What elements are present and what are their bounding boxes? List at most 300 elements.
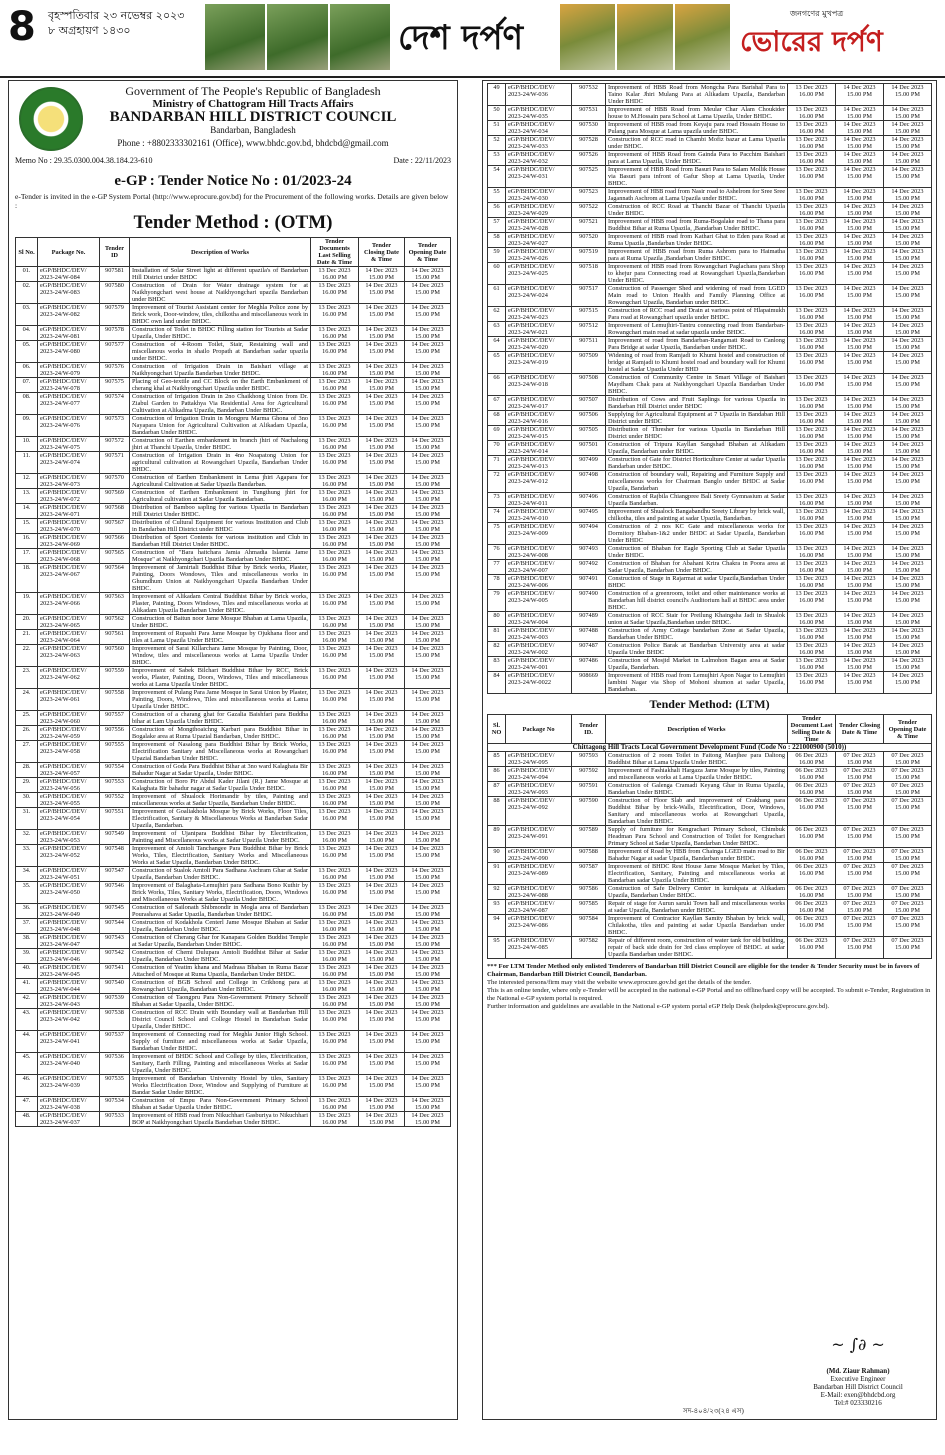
- cell-package: eGP/BHDC/DEV/ 2023-24/W-024: [506, 285, 572, 307]
- cell-opening: 14 Dec 2023 15.00 PM: [405, 778, 451, 793]
- cell-description: Improvement of Fashiakhali Hargaza Jame Mosque by tiles, Painting and miscellaneous works at Lama Upazila Under BHDC.: [606, 767, 788, 782]
- cell-tender-id: 907492: [572, 560, 606, 575]
- table-row: [16, 1075, 451, 1097]
- cell-package: eGP/BHDC/DEV/ 2023-24/W-079: [38, 363, 100, 378]
- cell-description: Construction of Sualok Amtoli Para Sadhana Aschram Ghar at Sadar Upazila, Bandarban Under BHDC.: [130, 867, 311, 882]
- cell-opening: 14 Dec 2023 15.00 PM: [405, 904, 451, 919]
- cell-tender-id: 907519: [572, 248, 606, 263]
- cell-package: eGP/BHDC/DEV/ 2023-24/W-012: [506, 471, 572, 493]
- cell-last-selling: 13 Dec 2023 16.00 PM: [311, 615, 359, 630]
- cell-opening: 14 Dec 2023 15.00 PM: [405, 393, 451, 415]
- cell-last-selling: 13 Dec 2023 16.00 PM: [788, 248, 836, 263]
- table-row: [488, 471, 932, 493]
- cell-package: eGP/BHDC/DEV/ 2023-24/W-072: [38, 489, 100, 504]
- cell-tender-id: 907580: [100, 282, 130, 304]
- cell-last-selling: 13 Dec 2023 16.00 PM: [311, 949, 359, 964]
- cell-sl: 14.: [16, 504, 38, 519]
- cell-last-selling: 13 Dec 2023 16.00 PM: [311, 474, 359, 489]
- cell-sl: 45.: [16, 1053, 38, 1075]
- cell-sl: 51: [488, 121, 506, 136]
- table-row: [488, 657, 932, 672]
- cell-opening: 07 Dec 2023 15.00 PM: [884, 848, 932, 863]
- cell-tender-id: 907571: [100, 452, 130, 474]
- cell-opening: 14 Dec 2023 15.00 PM: [405, 994, 451, 1009]
- signer-email: E-Mail: exen@bhdcbd.org: [820, 1391, 896, 1399]
- cell-description: Construction of Mongthoaichng Karbari para Buddhist Bihar in Bogalake area at Ruma Upazial Bandarban, Under BHDC.: [130, 726, 311, 741]
- cell-package: eGP/BHDC/DEV/ 2023-24/W-021: [506, 322, 572, 337]
- cell-tender-id: 907564: [100, 564, 130, 593]
- cell-package: eGP/BHDC/DEV/ 2023-24/W-029: [506, 203, 572, 218]
- cell-closing: 14 Dec 2023 15.00 PM: [836, 411, 884, 426]
- cell-package: eGP/BHDC/DEV/ 2023-24/W-027: [506, 233, 572, 248]
- cell-opening: 14 Dec 2023 15.00 PM: [884, 248, 932, 263]
- cell-package: eGP/BHDC/DEV/ 2023-24/W-006: [506, 575, 572, 590]
- col-sl: Sl No.: [16, 238, 38, 267]
- cell-closing: 14 Dec 2023 15.00 PM: [359, 474, 405, 489]
- cell-opening: 14 Dec 2023 15.00 PM: [884, 307, 932, 322]
- cell-description: Construction of a greenroom, toilet and other maintenance works at Bandarban hill district council's Auditorium hall at BHDC area under BHDC.: [606, 590, 788, 612]
- cell-description: Improvement of Ujanipara Buddhist Bihar by Electrification, Painting and Miscellaneous works at Sadar Upazila Under BHDC.: [130, 830, 311, 845]
- cell-package: eGP/BHDC/DEV/ 2023-24/W-054: [38, 808, 100, 830]
- cell-opening: 14 Dec 2023 15.00 PM: [405, 363, 451, 378]
- cell-package: eGP/BHDC/DEV/ 2023-24/W-001: [506, 657, 572, 672]
- cell-last-selling: 06 Dec 2023 16.00 PM: [788, 782, 836, 797]
- cell-description: Improvement of road from Bandarban-Rangamati Road to Canlong Para Bridge at sadar Upazila, Bandarban under BHDC.: [606, 337, 788, 352]
- cell-package: eGP/BHDC/DEV/ 2023-24/W-057: [38, 763, 100, 778]
- cell-sl: 48.: [16, 1112, 38, 1127]
- cell-description: Construction of Chemi Dulupara Amtoli Buddhist Bihar at Sadar Upazila, Bandarban Under BHDC.: [130, 949, 311, 964]
- cell-last-selling: 13 Dec 2023 16.00 PM: [311, 282, 359, 304]
- ltm-col-sl: Sl. NO: [488, 715, 506, 744]
- cell-closing: 14 Dec 2023 15.00 PM: [359, 393, 405, 415]
- table-row: [16, 549, 451, 564]
- cell-sl: 24.: [16, 689, 38, 711]
- cell-sl: 36.: [16, 904, 38, 919]
- cell-closing: 07 Dec 2023 15.00 PM: [836, 782, 884, 797]
- cell-tender-id: 907495: [572, 508, 606, 523]
- cell-last-selling: 13 Dec 2023 16.00 PM: [788, 508, 836, 523]
- cell-last-selling: 13 Dec 2023 16.00 PM: [311, 378, 359, 393]
- cell-tender-id: 907518: [572, 263, 606, 285]
- cell-sl: 30.: [16, 793, 38, 808]
- cell-description: Construction of Bhaban for Eagle Sporting Club at Sadar Upazila Under BHDC.: [606, 545, 788, 560]
- cell-package: eGP/BHDC/DEV/ 2023-24/W-074: [38, 452, 100, 474]
- cell-closing: 14 Dec 2023 15.00 PM: [836, 493, 884, 508]
- cell-last-selling: 13 Dec 2023 16.00 PM: [788, 322, 836, 337]
- cell-description: Improvement of Nasalong para Buddhist Bihar by Brick Works, Electrification Sanitary and Miscellaneous works at Rowangchari Upazial Bandarban Under BHDC.: [130, 741, 311, 763]
- cell-package: eGP/BHDC/DEV/ 2023-24/W-094: [506, 767, 572, 782]
- cell-closing: 14 Dec 2023 15.00 PM: [836, 545, 884, 560]
- cell-opening: 14 Dec 2023 15.00 PM: [884, 374, 932, 396]
- cell-tender-id: 907551: [100, 808, 130, 830]
- cell-opening: 14 Dec 2023 15.00 PM: [405, 504, 451, 519]
- cell-tender-id: 907515: [572, 307, 606, 322]
- cell-closing: 14 Dec 2023 15.00 PM: [836, 612, 884, 627]
- cell-package: eGP/BHDC/DEV/ 2023-24/W-070: [38, 519, 100, 534]
- cell-tender-id: 907547: [100, 867, 130, 882]
- cell-tender-id: 907496: [572, 493, 606, 508]
- cell-sl: 63: [488, 322, 506, 337]
- cell-tender-id: 907584: [572, 915, 606, 937]
- table-row: [16, 474, 451, 489]
- cell-opening: 07 Dec 2023 15.00 PM: [884, 826, 932, 848]
- cell-closing: 14 Dec 2023 15.00 PM: [836, 337, 884, 352]
- cell-sl: 42.: [16, 994, 38, 1009]
- cell-last-selling: 13 Dec 2023 16.00 PM: [311, 393, 359, 415]
- cell-tender-id: 907505: [572, 426, 606, 441]
- cell-closing: 14 Dec 2023 15.00 PM: [359, 830, 405, 845]
- cell-last-selling: 13 Dec 2023 16.00 PM: [311, 964, 359, 979]
- cell-sl: 54: [488, 166, 506, 188]
- cell-package: eGP/BHDC/DEV/ 2023-24/W-073: [38, 474, 100, 489]
- table-row: [16, 630, 451, 645]
- table-row: [488, 642, 932, 657]
- cell-description: Improvement of HBB Road from Gainda Para to Pacchim Baishari para at Lama Upazila, Under BHDC.: [606, 151, 788, 166]
- cell-last-selling: 06 Dec 2023 16.00 PM: [788, 900, 836, 915]
- cell-closing: 07 Dec 2023 15.00 PM: [836, 915, 884, 937]
- cell-package: eGP/BHDC/DEV/ 2023-24/W-033: [506, 136, 572, 151]
- cell-last-selling: 13 Dec 2023 16.00 PM: [311, 979, 359, 994]
- cell-description: Placing of Geo-textile and CC Block on the Earth Embankment of cherang khal at Naikhyongchari Upazila under BHDC.: [130, 378, 311, 393]
- cell-tender-id: 907498: [572, 471, 606, 493]
- cell-last-selling: 13 Dec 2023 16.00 PM: [311, 489, 359, 504]
- cell-description: Construction of Boro Pir Abdul Kader Jilani (R.) Jame Mosque at Kalaghata Bir bahadur nagar at Sadar Upazila Under BHDC.: [130, 778, 311, 793]
- cell-opening: 14 Dec 2023 15.00 PM: [884, 263, 932, 285]
- cell-package: eGP/BHDC/DEV/ 2023-24/W-026: [506, 248, 572, 263]
- memo-number: Memo No : 29.35.0300.004.38.184.23-610: [15, 156, 153, 165]
- signer-name: (Md. Ziaur Rahman): [826, 1367, 890, 1375]
- cell-last-selling: 13 Dec 2023 16.00 PM: [788, 657, 836, 672]
- cell-tender-id: 907555: [100, 741, 130, 763]
- cell-tender-id: 907573: [100, 415, 130, 437]
- cell-tender-id: 907565: [100, 549, 130, 564]
- cell-tender-id: 907574: [100, 393, 130, 415]
- cell-closing: 14 Dec 2023 15.00 PM: [359, 949, 405, 964]
- cell-tender-id: 907499: [572, 456, 606, 471]
- cell-sl: 69: [488, 426, 506, 441]
- cell-opening: 14 Dec 2023 15.00 PM: [405, 519, 451, 534]
- cell-last-selling: 06 Dec 2023 16.00 PM: [788, 752, 836, 767]
- cell-closing: 14 Dec 2023 15.00 PM: [359, 763, 405, 778]
- otm-right-body: [488, 84, 932, 694]
- cell-sl: 76: [488, 545, 506, 560]
- cell-tender-id: 907566: [100, 534, 130, 549]
- table-row: [488, 106, 932, 121]
- cell-last-selling: 06 Dec 2023 16.00 PM: [788, 797, 836, 826]
- table-row: [16, 304, 451, 326]
- cell-closing: 14 Dec 2023 15.00 PM: [359, 593, 405, 615]
- cell-package: eGP/BHDC/DEV/ 2023-24/W-055: [38, 793, 100, 808]
- cell-tender-id: 907545: [100, 904, 130, 919]
- cell-closing: 14 Dec 2023 15.00 PM: [836, 166, 884, 188]
- cell-closing: 14 Dec 2023 15.00 PM: [359, 667, 405, 689]
- cell-closing: 14 Dec 2023 15.00 PM: [836, 471, 884, 493]
- table-row: [488, 493, 932, 508]
- cell-tender-id: 907487: [572, 642, 606, 657]
- cell-package: eGP/BHDC/DEV/ 2023-24/W-061: [38, 689, 100, 711]
- table-row: [488, 672, 932, 694]
- cell-opening: 14 Dec 2023 15.00 PM: [884, 642, 932, 657]
- table-row: [16, 808, 451, 830]
- cell-sl: 39.: [16, 949, 38, 964]
- cell-opening: 14 Dec 2023 15.00 PM: [405, 282, 451, 304]
- cell-tender-id: 907506: [572, 411, 606, 426]
- table-row: [16, 519, 451, 534]
- cell-tender-id: 907522: [572, 203, 606, 218]
- cell-sl: 20.: [16, 615, 38, 630]
- cell-package: eGP/BHDC/DEV/ 2023-24/W-038: [38, 1097, 100, 1112]
- cell-opening: 14 Dec 2023 15.00 PM: [405, 808, 451, 830]
- cell-closing: 14 Dec 2023 15.00 PM: [359, 882, 405, 904]
- method-otm-heading: Tender Method : (OTM): [133, 212, 333, 233]
- cell-closing: 14 Dec 2023 15.00 PM: [836, 657, 884, 672]
- cell-closing: 07 Dec 2023 15.00 PM: [836, 797, 884, 826]
- table-row: [488, 456, 932, 471]
- col-package: Package No.: [38, 238, 100, 267]
- table-row: [16, 504, 451, 519]
- cell-description: Improvement of Lemujhiri-Tantru connecting road from Bandarban-Rowangchari main road at sadar upazila under BHDC.: [606, 322, 788, 337]
- cell-last-selling: 13 Dec 2023 16.00 PM: [788, 263, 836, 285]
- cell-last-selling: 13 Dec 2023 16.00 PM: [311, 994, 359, 1009]
- cell-package: eGP/BHDC/DEV/ 2023-24/W-060: [38, 711, 100, 726]
- table-row: [16, 667, 451, 689]
- cell-description: Improvement of Pulang Para Jame Mosque in Sarai Union by Plaster, Painting, Doors, Windows, Tiles and miscellaneous works at Lama Upazila Under BHDC.: [130, 689, 311, 711]
- cell-opening: 14 Dec 2023 15.00 PM: [884, 285, 932, 307]
- cell-sl: 85: [488, 752, 506, 767]
- cell-package: eGP/BHDC/DEV/ 2023-24/W-095: [506, 752, 572, 767]
- note-1: *** For LTM Tender Method only enlisted Tenderers of Bandarban Hill District Council are eligible for the tender & Tender Security must be in favors of Chairman, Bandarban Hill District Council, Bandarban.: [487, 963, 920, 978]
- cell-opening: 14 Dec 2023 15.00 PM: [884, 545, 932, 560]
- cell-closing: 14 Dec 2023 15.00 PM: [359, 1097, 405, 1112]
- cell-description: Improvement of Goaliakhola Mosque by Brick Works, Floor Tiles, Electrification, Sanitary & Miscellaneous Works at Bandarban Sadar Upazila, Bandarban.: [130, 808, 311, 830]
- table-row: [16, 1031, 451, 1053]
- table-row: [16, 964, 451, 979]
- date-line-2: ৮ অগ্রহায়ণ ১৪৩০: [48, 24, 131, 37]
- cell-description: Improvement of Rupashi Para Jame Mosque by Ojukhana floor and tiles at Lama Upazila Under BHDC.: [130, 630, 311, 645]
- cell-tender-id: 907553: [100, 778, 130, 793]
- cell-package: eGP/BHDC/DEV/ 2023-24/W-031: [506, 166, 572, 188]
- cell-tender-id: 907588: [572, 848, 606, 863]
- fund-label: Chittagong Hill Tracts Local Government Development Fund (Code No : 221000900 (5010)): [488, 744, 932, 752]
- note-3: This is an online tender, where only e-Tender will be accepted in the national e-GP Portal and no offline/hard copy will be accepted. To submit e-Tender, Registration in the National e-GP system portal is required.: [487, 987, 931, 1002]
- cell-last-selling: 06 Dec 2023 16.00 PM: [788, 826, 836, 848]
- cell-description: Improvement of Amtoli Tanchangee Para Buddhist Bihar by Brick Works, Tiles, Electrification, Sanitary Works and Miscellaneous Works at Sadar Upazila, Bandarban Under BHDC.: [130, 845, 311, 867]
- cell-sl: 34.: [16, 867, 38, 882]
- cell-package: eGP/BHDC/DEV/ 2023-24/W-002: [506, 642, 572, 657]
- cell-description: Construction of Army Cottage bandarban Zone at Sadar Upazila, Bandarban Under BHDC.: [606, 627, 788, 642]
- cell-description: Construction of Irrigation Drain in 4no Noapatong Union for agricultural cultivation at Rowangchari Upazila, Bandarban Under BHDC.: [130, 452, 311, 474]
- table-row: [16, 711, 451, 726]
- cell-sl: 95: [488, 937, 506, 959]
- cell-closing: 14 Dec 2023 15.00 PM: [359, 778, 405, 793]
- council-name: BANDARBAN HILL DISTRICT COUNCIL: [109, 109, 397, 125]
- cell-sl: 01.: [16, 267, 38, 282]
- table-row: [488, 782, 932, 797]
- cell-closing: 14 Dec 2023 15.00 PM: [836, 441, 884, 456]
- cell-description: Construction of Mosjid Market in Lalmohon Bagan area at Sadar Upazila, Bandarban.: [606, 657, 788, 672]
- cell-last-selling: 13 Dec 2023 16.00 PM: [311, 778, 359, 793]
- cell-closing: 14 Dec 2023 15.00 PM: [836, 456, 884, 471]
- table-row: [16, 437, 451, 452]
- cell-opening: 14 Dec 2023 15.00 PM: [884, 523, 932, 545]
- cell-package: eGP/BHDC/DEV/ 2023-24/W-091: [506, 826, 572, 848]
- cell-tender-id: 907582: [572, 937, 606, 959]
- cell-sl: 28.: [16, 763, 38, 778]
- table-row: [488, 307, 932, 322]
- table-row: [488, 322, 932, 337]
- cell-description: Construction of Toilet in BHDC Filling station for Tourists at Sadar Upazila, Under BHDC.: [130, 326, 311, 341]
- cell-opening: 14 Dec 2023 15.00 PM: [405, 882, 451, 904]
- table-row: [16, 882, 451, 904]
- cell-sl: 71: [488, 456, 506, 471]
- cell-description: Construction of Community Centre in Smart Village of Baishari Maydham Chak para at Naikhyongchari Upazila Bandarban Under BHDC.: [606, 374, 788, 396]
- cell-opening: 14 Dec 2023 15.00 PM: [405, 711, 451, 726]
- cell-tender-id: 908669: [572, 672, 606, 694]
- cell-last-selling: 13 Dec 2023 16.00 PM: [788, 441, 836, 456]
- cell-description: Supply of furniture for Kengrachari Primary School, Chimbuk Headman Para School and Construction of Toilet for Kengrachari Primary School at Sadar Upazila, Bandarban Under BHDC.: [606, 826, 788, 848]
- cell-opening: 14 Dec 2023 15.00 PM: [884, 151, 932, 166]
- table-row: [16, 282, 451, 304]
- cell-tender-id: 907576: [100, 363, 130, 378]
- cell-opening: 14 Dec 2023 15.00 PM: [405, 726, 451, 741]
- cell-closing: 07 Dec 2023 15.00 PM: [836, 848, 884, 863]
- cell-sl: 35.: [16, 882, 38, 904]
- cell-description: Construction of Floor Slab and improvement of Crakhang para Buddhist Bihar by brick-Walls, Electrification, Door, Windows, Sanitary and miscellaneous works at Rowangchari Upazila, Bandarban Under BHDC.: [606, 797, 788, 826]
- cell-sl: 59: [488, 248, 506, 263]
- table-row: [488, 136, 932, 151]
- cell-opening: 14 Dec 2023 15.00 PM: [884, 672, 932, 694]
- table-row: [488, 248, 932, 263]
- cell-opening: 14 Dec 2023 15.00 PM: [405, 267, 451, 282]
- cell-tender-id: 907523: [572, 188, 606, 203]
- cell-description: Construction of RCC Road at Thanchi Bazar of Thanchi Upazila Under BHDC.: [606, 203, 788, 218]
- cell-tender-id: 907548: [100, 845, 130, 867]
- cell-last-selling: 13 Dec 2023 16.00 PM: [311, 711, 359, 726]
- cell-opening: 07 Dec 2023 15.00 PM: [884, 863, 932, 885]
- cell-description: Construction of Taongpru Para Non-Government Primery Schoolf Bhaban at Sadar Upazila, Under BHDC.: [130, 994, 311, 1009]
- cell-opening: 14 Dec 2023 15.00 PM: [884, 203, 932, 218]
- cell-sl: 27.: [16, 741, 38, 763]
- cell-closing: 14 Dec 2023 15.00 PM: [359, 452, 405, 474]
- cell-last-selling: 13 Dec 2023 16.00 PM: [311, 341, 359, 363]
- cell-opening: 14 Dec 2023 15.00 PM: [884, 627, 932, 642]
- cell-closing: 14 Dec 2023 15.00 PM: [359, 793, 405, 808]
- cell-sl: 60: [488, 263, 506, 285]
- cell-description: Improvement of Bandarban University Hostel by tiles, Sanitary Works Electrification Door, Window and Supplying of Furniture at Bandar Sadar Under BHDC.: [130, 1075, 311, 1097]
- cell-package: eGP/BHDC/DEV/ 2023-24/W-045: [38, 964, 100, 979]
- table-row: [488, 121, 932, 136]
- cell-package: eGP/BHDC/DEV/ 2023-24/W-078: [38, 378, 100, 393]
- table-row: [488, 575, 932, 590]
- cell-last-selling: 13 Dec 2023 16.00 PM: [788, 456, 836, 471]
- cell-description: Improvement of Tourist Assistant center for Meghla Police zone by Brick work, Door-window, tiles, chilkotha and miscellaneous work in BHDC own land under BHDC.: [130, 304, 311, 326]
- cell-opening: 14 Dec 2023 15.00 PM: [405, 1053, 451, 1075]
- cell-sl: 08.: [16, 393, 38, 415]
- cell-tender-id: 907526: [572, 151, 606, 166]
- cell-package: eGP/BHDC/DEV/ 2023-24/W-050: [38, 882, 100, 904]
- cell-closing: 14 Dec 2023 15.00 PM: [359, 726, 405, 741]
- cell-last-selling: 13 Dec 2023 16.00 PM: [311, 504, 359, 519]
- table-row: [488, 560, 932, 575]
- cell-package: eGP/BHDC/DEV/ 2023-24/W-093: [506, 782, 572, 797]
- cell-last-selling: 13 Dec 2023 16.00 PM: [788, 627, 836, 642]
- ltm-table: [487, 714, 932, 959]
- cell-package: eGP/BHDC/DEV/ 2023-24/W-084: [38, 267, 100, 282]
- cell-tender-id: 907591: [572, 782, 606, 797]
- cell-package: eGP/BHDC/DEV/ 2023-24/W-018: [506, 374, 572, 396]
- cell-package: eGP/BHDC/DEV/ 2023-24/W-044: [38, 979, 100, 994]
- cell-sl: 09.: [16, 415, 38, 437]
- cell-description: Improvement of BHDC School and College by tiles, Electrification, Sanitary, Earth Filling, Painting and miscellaneous Works at Sadar Upazila, Under BHDC.: [130, 1053, 311, 1075]
- cell-sl: 04.: [16, 326, 38, 341]
- cell-last-selling: 13 Dec 2023 16.00 PM: [788, 106, 836, 121]
- cell-tender-id: 907535: [100, 1075, 130, 1097]
- cell-last-selling: 13 Dec 2023 16.00 PM: [311, 763, 359, 778]
- cell-closing: 14 Dec 2023 15.00 PM: [836, 590, 884, 612]
- cell-opening: 14 Dec 2023 15.00 PM: [884, 396, 932, 411]
- cell-tender-id: 907531: [572, 106, 606, 121]
- cell-last-selling: 13 Dec 2023 16.00 PM: [788, 151, 836, 166]
- cell-tender-id: 907493: [572, 545, 606, 560]
- cell-description: Construction of BGB School and College in Crikhong para at Rowangchari Upazila, Bandarban Under BHDC.: [130, 979, 311, 994]
- cell-closing: 14 Dec 2023 15.00 PM: [359, 867, 405, 882]
- cell-tender-id: 907534: [100, 1097, 130, 1112]
- cell-tender-id: 907539: [100, 994, 130, 1009]
- cell-tender-id: 907570: [100, 474, 130, 489]
- cell-sl: 83: [488, 657, 506, 672]
- cell-last-selling: 13 Dec 2023 16.00 PM: [311, 1053, 359, 1075]
- cell-description: Construction of RCC Stair for Preilung Khaingsha Jadi in Shualok union at Sadar Upazila,Bandarban under BHDC.: [606, 612, 788, 627]
- cell-tender-id: 907508: [572, 374, 606, 396]
- paper-tagline: জনগণের মুখপত্র: [790, 9, 844, 18]
- cell-tender-id: 907490: [572, 590, 606, 612]
- cell-opening: 14 Dec 2023 15.00 PM: [884, 121, 932, 136]
- cell-tender-id: 907560: [100, 645, 130, 667]
- cell-sl: 26.: [16, 726, 38, 741]
- cell-description: Construction of 2 nos KC Gate and miscellaneous works for Dormitory Bhaban-1&2 under BHDC at Sadar Upazila, Bandarban Under BHDC: [606, 523, 788, 545]
- cell-closing: 07 Dec 2023 15.00 PM: [836, 900, 884, 915]
- cell-sl: 06.: [16, 363, 38, 378]
- cell-sl: 31.: [16, 808, 38, 830]
- table-row: [16, 326, 451, 341]
- cell-closing: 14 Dec 2023 15.00 PM: [359, 1031, 405, 1053]
- cell-description: Improvement of Alikadam Central Buddhist Bihar by Brick works, Plaster, Painting, Doors Windows, Tiles and miscellaneous works at Alikadam Upazila Bandarban Under BHDC.: [130, 593, 311, 615]
- signature-block: [788, 1335, 928, 1407]
- cell-closing: 14 Dec 2023 15.00 PM: [836, 285, 884, 307]
- cell-sl: 90: [488, 848, 506, 863]
- cell-package: eGP/BHDC/DEV/ 2023-24/W-049: [38, 904, 100, 919]
- cell-opening: 14 Dec 2023 15.00 PM: [405, 341, 451, 363]
- cell-package: eGP/BHDC/DEV/ 2023-24/W-080: [38, 341, 100, 363]
- cell-sl: 29.: [16, 778, 38, 793]
- cell-description: Widening of road from Ramjadi to Khumi hostel and construction of bridge at Ramjadi to Khumi hostel road and boundary wall for Khumi hostel at Sadar Upazila Under BHD: [606, 352, 788, 374]
- cell-closing: 14 Dec 2023 15.00 PM: [359, 615, 405, 630]
- cell-closing: 14 Dec 2023 15.00 PM: [836, 248, 884, 263]
- cell-opening: 14 Dec 2023 15.00 PM: [884, 560, 932, 575]
- cell-opening: 07 Dec 2023 15.00 PM: [884, 885, 932, 900]
- cell-closing: 07 Dec 2023 15.00 PM: [836, 767, 884, 782]
- cell-package: eGP/BHDC/DEV/ 2023-24/W-058: [38, 741, 100, 763]
- cell-last-selling: 13 Dec 2023 16.00 PM: [311, 1009, 359, 1031]
- cell-package: eGP/BHDC/DEV/ 2023-24/W-032: [506, 151, 572, 166]
- table-row: [16, 1053, 451, 1075]
- cell-description: Improvement of HBB road from Rowangchari Paglachara para Shop to khejur para Connecting road at Rowangchari Upazila,Bandarban Under BHDC.: [606, 263, 788, 285]
- cell-opening: 14 Dec 2023 15.00 PM: [884, 188, 932, 203]
- cell-sl: 74: [488, 508, 506, 523]
- table-row: [488, 826, 932, 848]
- cell-tender-id: 907511: [572, 337, 606, 352]
- cell-description: Construction of Sailonath Shibmondir in Mogla area of Bandarban Pourashava at Sadar Upazila, Bandarban Under BHDC.: [130, 904, 311, 919]
